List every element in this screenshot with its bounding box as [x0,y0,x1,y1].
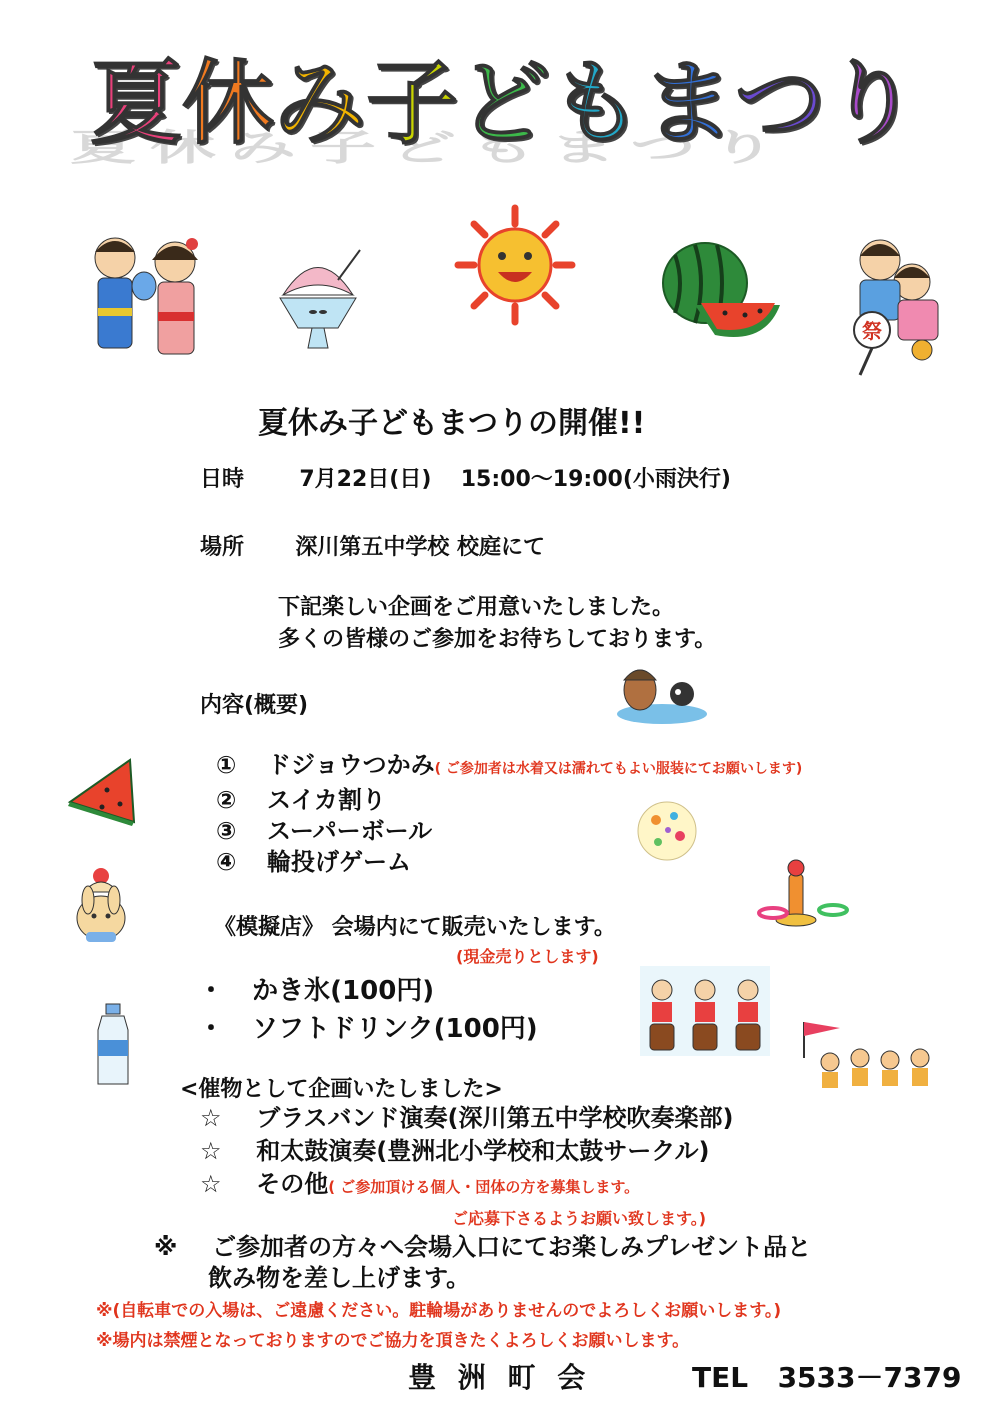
shop-note: (現金売りとします) [456,947,599,966]
contents-label: 内容(概要) [200,693,309,718]
item-text: ドジョウつかみ [267,751,435,779]
list-item [216,816,802,847]
item-price: (100円) [330,976,435,1006]
organizer-name: 豊 洲 町 会 [408,1361,592,1394]
present-block [154,1232,811,1294]
notice-no-smoking: ※場内は禁煙となっておりますのでご協力を頂きたくよろしくお願いします。 [96,1331,690,1351]
place-value: 深川第五中学校 校庭にて [295,535,546,560]
star-icon: ☆ [200,1170,222,1198]
present-line: 飲み物を差し上げます。 [208,1264,471,1292]
item-number: ② [216,786,237,814]
events-list [200,1102,733,1204]
notice-bicycle: ※(自転車での入場は、ご遠慮ください。駐輪場がありませんのでよろしくお願いします。) [96,1301,782,1321]
item-bullet: ・ [198,1014,225,1044]
item-text: スーパーボール [267,817,433,845]
list-item [198,1010,538,1048]
item-text: スイカ割り [267,786,386,814]
festival-kids-icon [830,230,955,380]
main-heading: 夏休み子どもまつりの開催!! [258,406,646,441]
contact-tel [692,1356,961,1396]
title-char: 子 [366,50,459,157]
title-char: ま [642,50,735,157]
shaved-ice-icon [268,240,368,360]
title-char: み [274,50,367,157]
taiko-drummers-icon [640,966,770,1056]
event-rain-note: (小雨決行) [622,467,731,492]
title-char: も [550,50,643,157]
present-line: ご参加者の方々へ会場入口にてお楽しみプレゼント品と [212,1233,812,1261]
shop-label: 《模擬店》 会場内にて販売いたします。 [214,915,616,940]
item-bullet: ・ [198,976,225,1006]
intro-text [278,592,716,656]
event-item-note: ( ご参加頂ける個人・団体の方を募集します。 [328,1178,640,1196]
item-name: ソフトドリンク [252,1014,434,1044]
star-icon: ☆ [200,1137,222,1165]
item-number: ④ [216,848,237,876]
list-item [200,1102,733,1135]
event-item-text: その他 [256,1170,329,1198]
list-item [216,750,802,785]
item-number: ① [216,751,237,779]
note-mark: ※ [154,1233,178,1261]
tel-number: 3533－7379 [777,1361,962,1394]
title-char: 夏 [90,50,183,157]
event-time: 15:00～19:00 [460,467,623,492]
super-ball-icon [636,800,698,862]
event-date: 7月22日(日) [299,467,432,492]
item-price: (100円) [433,1014,538,1044]
acorn-character-icon [612,656,712,726]
datetime-label: 日時 [200,467,245,492]
ring-toss-icon [755,858,855,928]
list-item [216,847,802,878]
events-label: <催物として企画いたしました> [180,1077,503,1102]
list-item [200,1135,733,1168]
contents-list [216,750,802,878]
ice-cream-bunny-icon [66,862,136,947]
list-item [198,972,538,1010]
sun-icon [450,200,580,330]
watermelon-slice-icon [62,752,142,827]
place-row [200,530,545,561]
marching-band-icon [800,1018,940,1096]
matsuri-fan-char: 祭 [862,319,882,343]
title-char: つ [734,50,827,157]
tel-label: TEL [692,1361,749,1394]
water-bottle-icon [92,1002,134,1088]
shop-list [198,972,538,1048]
list-item [200,1168,733,1204]
datetime-row [200,462,731,493]
place-label: 場所 [200,535,245,560]
list-item [216,785,802,816]
title-char: り [826,50,919,157]
star-icon: ☆ [200,1104,222,1132]
event-item-text: ブラスバンド演奏(深川第五中学校吹奏楽部) [256,1104,734,1132]
kids-yukata-icon [80,230,210,375]
title-shadow-text: 夏休み子どもまつり [70,126,790,169]
item-text: 輪投げゲーム [267,848,412,876]
event-item-text: 和太鼓演奏(豊洲北小学校和太鼓サークル) [256,1137,710,1165]
item-number: ③ [216,817,237,845]
title-char: ど [458,50,551,157]
intro-line: 多くの皆様のご参加をお待ちしております。 [278,627,717,652]
item-note: ( ご参加者は水着又は濡れてもよい服装にてお願いします) [434,761,803,777]
title-char: 休 [182,50,275,157]
watermelon-icon [655,235,785,345]
item-name: かき氷 [252,976,331,1006]
intro-line: 下記楽しい企画をご用意いたしました。 [278,595,675,620]
events-note2: ご応募下さるようお願い致します。) [452,1209,707,1228]
page-title [90,50,919,157]
